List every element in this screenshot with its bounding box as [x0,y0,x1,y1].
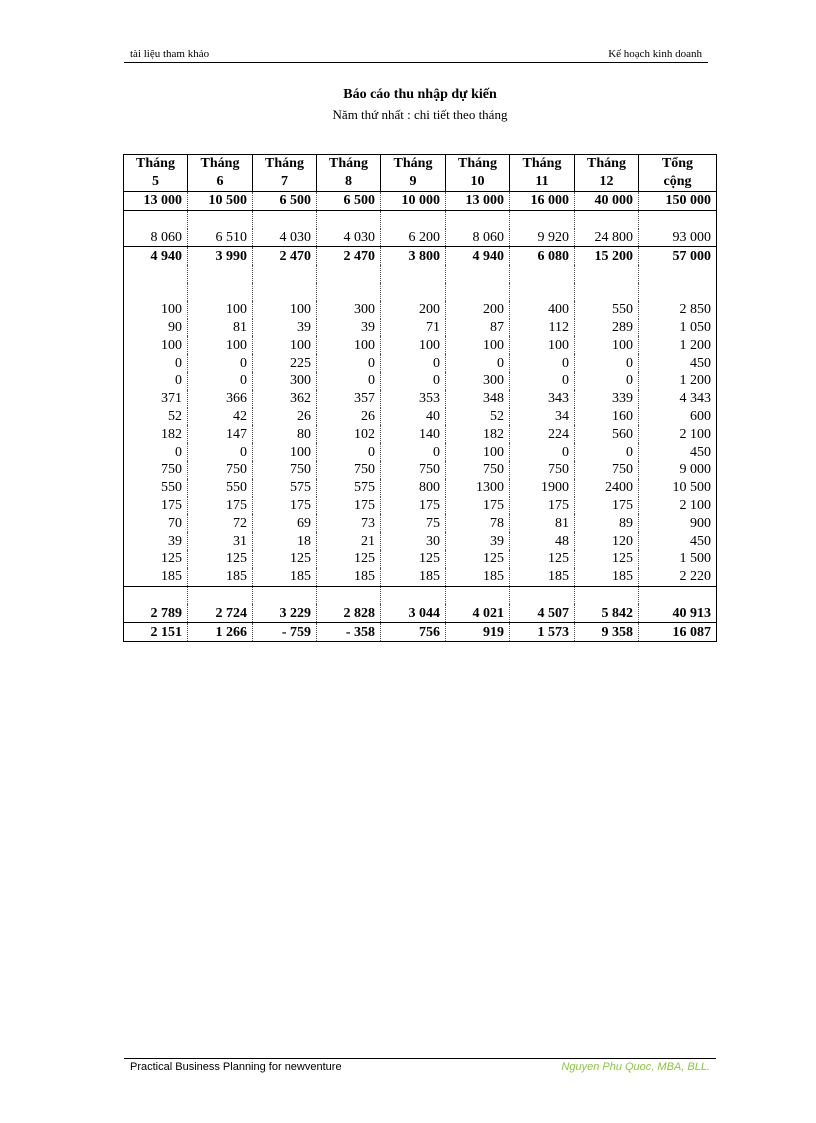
column-header-line2: 6 [216,174,224,189]
table-cell: 160 [575,408,639,426]
table-cell [253,265,317,283]
table-cell [188,265,253,283]
table-cell: 0 [188,354,253,372]
table-row [124,604,717,622]
table-cell: 81 [510,514,575,532]
income-table [123,154,717,642]
table-cell: 750 [188,461,253,479]
table-cell: 200 [446,301,510,319]
table-cell: 900 [639,514,717,532]
table-cell: 185 [188,568,253,586]
table-cell: 0 [317,372,381,390]
table-cell: 16 087 [639,623,717,642]
table-row [124,550,717,568]
table-cell: 175 [446,497,510,515]
table-cell [317,283,381,301]
column-header-line1: Tháng [393,156,433,171]
table-cell: 1 573 [510,623,575,642]
table-cell: 175 [317,497,381,515]
column-header [575,155,639,192]
column-header-line1: Tổng [661,156,694,171]
header-right-text: Kế hoạch kinh doanh [608,48,702,60]
table-cell: 2 724 [188,604,253,622]
table-cell: 140 [381,425,446,443]
header-left-text: tài liệu tham khảo [130,48,210,60]
table-cell [510,283,575,301]
table-cell: 0 [124,372,188,390]
table-cell: 2 100 [639,425,717,443]
table-cell: 100 [446,443,510,461]
table-cell: 6 500 [317,192,381,211]
column-header [188,155,253,192]
table-cell: 39 [446,532,510,550]
table-cell: 600 [639,408,717,426]
table-cell: 6 080 [510,247,575,265]
table-cell: 182 [124,425,188,443]
table-cell: 100 [124,336,188,354]
table-cell: 1 200 [639,336,717,354]
table-cell: 560 [575,425,639,443]
table-row [124,623,717,642]
column-header-line1: Tháng [136,156,175,171]
table-cell: 550 [188,479,253,497]
table-cell: 289 [575,319,639,337]
table-cell [639,283,717,301]
table-cell: 21 [317,532,381,550]
table-cell [446,210,510,228]
table-cell: 100 [124,301,188,319]
column-header-line2: 9 [409,174,417,189]
table-cell: 80 [253,425,317,443]
table-row [124,514,717,532]
table-cell: 100 [381,336,446,354]
table-cell: 30 [381,532,446,550]
table-cell: 125 [381,550,446,568]
table-cell: 339 [575,390,639,408]
table-row [124,568,717,586]
table-row [124,229,717,247]
table-cell: 9 000 [639,461,717,479]
table-cell: 185 [317,568,381,586]
table-cell: 0 [381,354,446,372]
table-cell: 78 [446,514,510,532]
table-cell: 48 [510,532,575,550]
table-cell [188,283,253,301]
table-row [124,210,717,228]
table-cell: 1 050 [639,319,717,337]
table-cell: 34 [510,408,575,426]
table-cell: 225 [253,354,317,372]
table-cell: 31 [188,532,253,550]
table-cell: 40 000 [575,192,639,211]
table-row [124,479,717,497]
table-cell: 125 [317,550,381,568]
table-row [124,408,717,426]
table-cell: 3 990 [188,247,253,265]
table-cell: 125 [253,550,317,568]
table-row [124,265,717,283]
table-row [124,283,717,301]
table-cell: 750 [510,461,575,479]
table-cell [381,210,446,228]
table-cell [253,586,317,604]
table-cell: 71 [381,319,446,337]
table-cell: 2 470 [317,247,381,265]
table-cell: 125 [446,550,510,568]
page-footer [124,1058,716,1073]
table-cell: 9 358 [575,623,639,642]
table-cell [575,283,639,301]
table-cell: 300 [317,301,381,319]
table-cell: 175 [253,497,317,515]
column-header-line2: cộng [663,174,692,189]
table-cell [510,586,575,604]
table-cell: 224 [510,425,575,443]
column-header-line2: 11 [535,174,549,189]
table-cell: 750 [317,461,381,479]
table-cell: 1300 [446,479,510,497]
table-cell: 357 [317,390,381,408]
table-cell: 4 030 [317,229,381,247]
column-header [253,155,317,192]
column-header [381,155,446,192]
table-cell: 0 [124,354,188,372]
table-cell: 147 [188,425,253,443]
table-row [124,319,717,337]
table-cell: 72 [188,514,253,532]
table-cell: 125 [575,550,639,568]
table-cell: 0 [188,372,253,390]
table-cell [639,210,717,228]
table-cell: - 358 [317,623,381,642]
table-cell: 102 [317,425,381,443]
table-row [124,372,717,390]
table-cell: 125 [124,550,188,568]
table-cell: 450 [639,532,717,550]
table-row [124,443,717,461]
table-row [124,532,717,550]
table-cell [639,265,717,283]
column-header-line2: 7 [281,174,288,189]
table-cell: 100 [253,301,317,319]
table-cell: 0 [317,443,381,461]
column-header [446,155,510,192]
table-cell: 300 [446,372,510,390]
table-cell: 0 [510,354,575,372]
table-cell: 4 030 [253,229,317,247]
table-cell [575,265,639,283]
table-cell: 2 220 [639,568,717,586]
table-cell: 100 [510,336,575,354]
table-cell: 9 920 [510,229,575,247]
table-cell [575,586,639,604]
table-cell: 366 [188,390,253,408]
table-cell: 10 500 [188,192,253,211]
table-cell: 81 [188,319,253,337]
table-cell: 182 [446,425,510,443]
table-cell [124,283,188,301]
table-cell: 8 060 [124,229,188,247]
column-header-line1: Tháng [458,156,497,171]
table-cell: 756 [381,623,446,642]
table-cell [446,265,510,283]
table-row [124,247,717,265]
table-cell: 3 229 [253,604,317,622]
table-cell: 2 789 [124,604,188,622]
table-cell: 6 200 [381,229,446,247]
table-body [124,192,717,642]
table-cell: 75 [381,514,446,532]
table-cell [639,586,717,604]
table-cell: 1 500 [639,550,717,568]
table-cell: 57 000 [639,247,717,265]
table-cell: 52 [124,408,188,426]
table-cell: 26 [253,408,317,426]
table-cell [510,210,575,228]
table-row [124,461,717,479]
table-cell: 16 000 [510,192,575,211]
table-cell: 4 940 [124,247,188,265]
table-cell: 100 [188,336,253,354]
table-cell: 185 [446,568,510,586]
table-cell: 70 [124,514,188,532]
table-cell: 3 044 [381,604,446,622]
table-cell: 125 [510,550,575,568]
table-cell: 2 470 [253,247,317,265]
table-cell: 175 [124,497,188,515]
table-cell [381,265,446,283]
table-cell: 362 [253,390,317,408]
table-cell: 175 [188,497,253,515]
column-header [510,155,575,192]
table-cell: 0 [446,354,510,372]
table-row [124,497,717,515]
report-title: Báo cáo thu nhập dự kiến [343,87,497,102]
report-subtitle: Năm thứ nhất : chi tiết theo tháng [332,107,508,122]
table-cell: 73 [317,514,381,532]
table-row [124,301,717,319]
table-cell [253,210,317,228]
table-cell: 0 [124,443,188,461]
table-cell: 550 [124,479,188,497]
table-cell [510,265,575,283]
table-row [124,425,717,443]
table-cell [446,586,510,604]
table-cell: 26 [317,408,381,426]
table-cell: 550 [575,301,639,319]
table-cell: 919 [446,623,510,642]
table-cell: 1 200 [639,372,717,390]
table-cell: 175 [510,497,575,515]
table-cell [124,265,188,283]
table-cell: 750 [446,461,510,479]
table-cell [188,586,253,604]
table-cell: 0 [317,354,381,372]
table-cell: 371 [124,390,188,408]
table-cell: 100 [575,336,639,354]
table-cell: 13 000 [446,192,510,211]
table-cell: 4 507 [510,604,575,622]
column-header-line2: 5 [152,174,159,189]
table-cell: 450 [639,354,717,372]
table-cell: 200 [381,301,446,319]
table-cell: - 759 [253,623,317,642]
table-cell: 100 [253,443,317,461]
table-cell: 39 [124,532,188,550]
table-cell: 750 [253,461,317,479]
table-cell: 89 [575,514,639,532]
table-cell: 4 021 [446,604,510,622]
table-cell: 450 [639,443,717,461]
table-cell: 100 [253,336,317,354]
table-cell: 1 266 [188,623,253,642]
table-cell: 575 [317,479,381,497]
column-header [639,155,717,192]
table-cell: 125 [188,550,253,568]
table-cell: 185 [253,568,317,586]
table-cell [381,283,446,301]
table-cell: 2 850 [639,301,717,319]
table-cell: 353 [381,390,446,408]
table-cell [317,265,381,283]
table-cell: 185 [575,568,639,586]
table-cell: 10 000 [381,192,446,211]
table-cell: 575 [253,479,317,497]
table-cell [253,283,317,301]
table-cell: 8 060 [446,229,510,247]
table-cell: 39 [253,319,317,337]
table-cell [124,586,188,604]
table-cell: 343 [510,390,575,408]
table-cell [124,210,188,228]
table-cell: 750 [124,461,188,479]
column-header-line1: Tháng [329,156,368,171]
column-header [124,155,188,192]
table-cell: 112 [510,319,575,337]
table-cell: 0 [188,443,253,461]
table-cell [381,586,446,604]
table-row [124,586,717,604]
table-cell: 40 [381,408,446,426]
table-cell: 2400 [575,479,639,497]
footer-left-text: Practical Business Planning for newventure [130,1061,342,1073]
table-cell: 0 [381,372,446,390]
column-header-line2: 10 [470,174,485,189]
column-header-line2: 12 [599,174,614,189]
column-header-line1: Tháng [587,156,626,171]
table-cell: 150 000 [639,192,717,211]
table-cell: 0 [510,372,575,390]
column-header-line2: 8 [345,174,352,189]
table-cell: 0 [510,443,575,461]
footer-right-text: Nguyen Phu Quoc, MBA, BLL. [561,1061,710,1073]
table-cell [317,210,381,228]
table-row [124,336,717,354]
table-cell: 10 500 [639,479,717,497]
column-header-line1: Tháng [200,156,240,171]
table-cell: 750 [575,461,639,479]
table-cell: 42 [188,408,253,426]
table-cell: 2 100 [639,497,717,515]
table-cell: 39 [317,319,381,337]
table-cell: 18 [253,532,317,550]
table-header [124,155,717,192]
table-cell: 800 [381,479,446,497]
table-cell: 87 [446,319,510,337]
table-cell: 52 [446,408,510,426]
column-header [317,155,381,192]
table-cell: 24 800 [575,229,639,247]
table-cell: 0 [575,372,639,390]
column-header-line1: Tháng [265,156,304,171]
table-cell: 40 913 [639,604,717,622]
table-cell: 348 [446,390,510,408]
table-cell: 2 828 [317,604,381,622]
table-cell: 300 [253,372,317,390]
page-header [124,46,708,63]
table-cell: 185 [124,568,188,586]
table-cell [317,586,381,604]
table-cell: 175 [381,497,446,515]
table-cell: 5 842 [575,604,639,622]
column-header-line1: Tháng [522,156,562,171]
table-cell: 0 [575,443,639,461]
table-cell [446,283,510,301]
table-cell: 1900 [510,479,575,497]
table-cell: 120 [575,532,639,550]
table-cell [575,210,639,228]
table-cell: 185 [510,568,575,586]
table-cell: 400 [510,301,575,319]
table-cell: 0 [381,443,446,461]
table-row [124,354,717,372]
table-cell: 13 000 [124,192,188,211]
table-cell: 2 151 [124,623,188,642]
table-cell: 15 200 [575,247,639,265]
table-cell: 100 [317,336,381,354]
table-cell: 100 [188,301,253,319]
table-cell [188,210,253,228]
table-cell: 6 510 [188,229,253,247]
table-cell: 90 [124,319,188,337]
table-row [124,192,717,211]
table-cell: 3 800 [381,247,446,265]
table-cell: 175 [575,497,639,515]
table-cell: 100 [446,336,510,354]
table-row [124,390,717,408]
table-cell: 0 [575,354,639,372]
table-cell: 69 [253,514,317,532]
table-cell: 6 500 [253,192,317,211]
header-row [124,155,717,192]
table-cell: 750 [381,461,446,479]
table-cell: 4 940 [446,247,510,265]
table-cell: 4 343 [639,390,717,408]
table-cell: 93 000 [639,229,717,247]
table-cell: 185 [381,568,446,586]
